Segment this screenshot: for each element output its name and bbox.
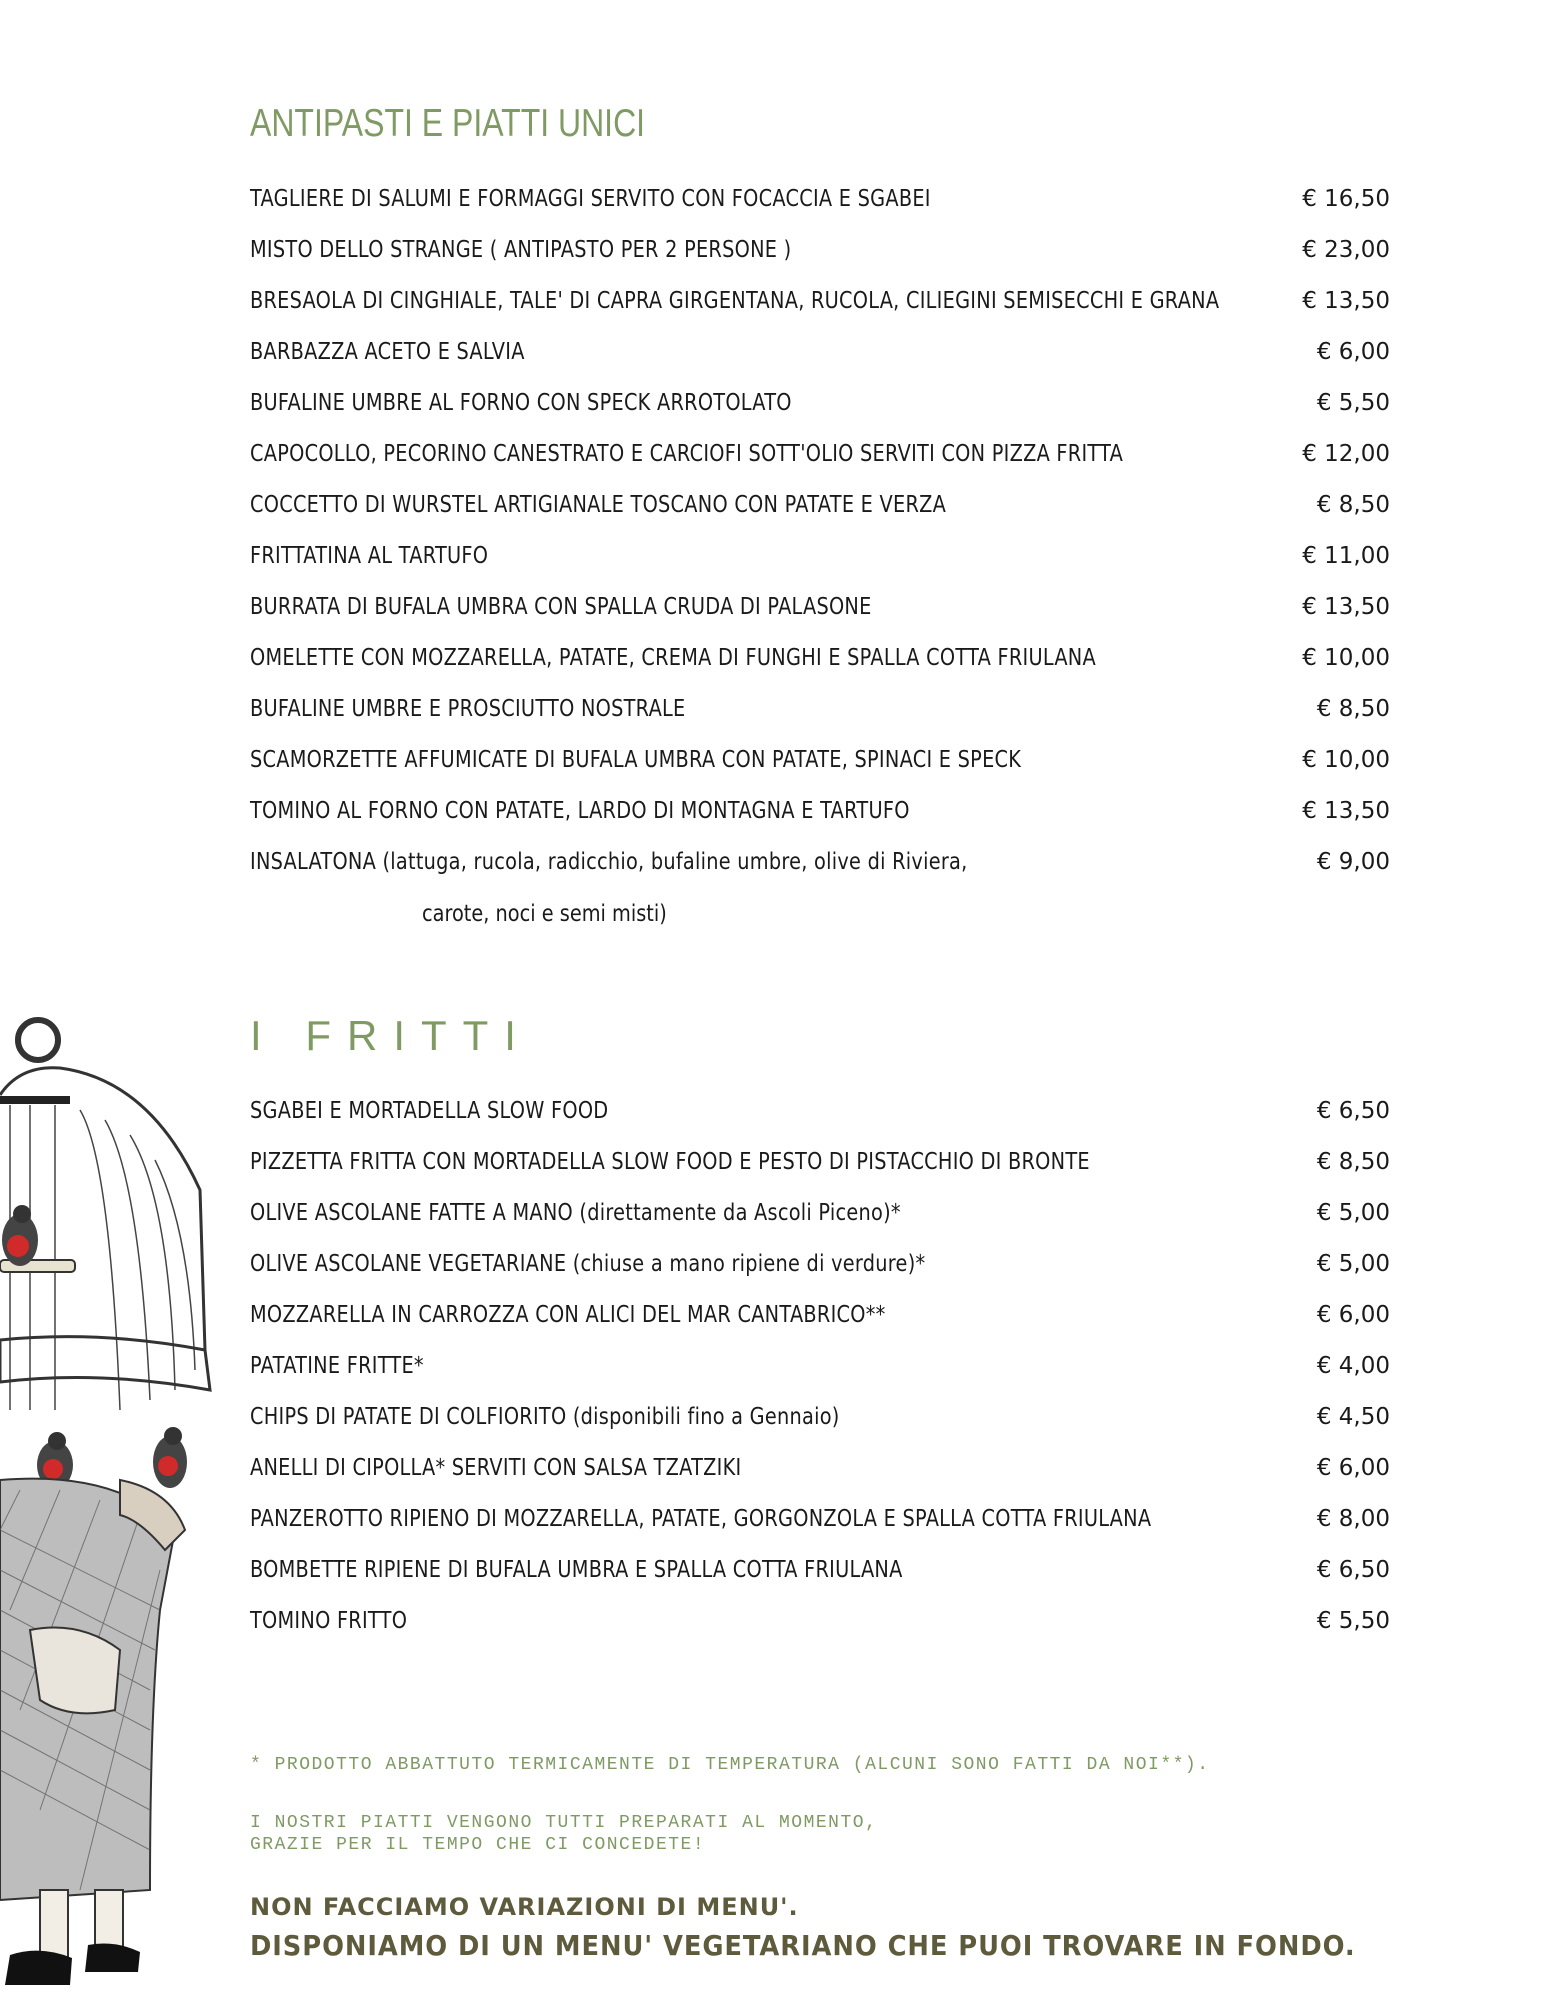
menu-item <box>250 1296 1390 1347</box>
menu-item-name-text: PIZZETTA FRITTA CON MORTADELLA SLOW FOOD E PESTO DI PISTACCHIO DI BRONTE <box>250 1149 1090 1175</box>
menu-item-name <box>250 288 1219 314</box>
cage-base <box>0 1337 210 1390</box>
menu-item-price: € 4,50 <box>1316 1404 1390 1430</box>
menu-item <box>250 1602 1390 1653</box>
menu-item-name-text: BOMBETTE RIPIENE DI BUFALA UMBRA E SPALLA COTTA FRIULANA <box>250 1557 903 1583</box>
menu-item-name-text: MOZZARELLA IN CARROZZA CON ALICI DEL MAR CANTABRICO** <box>250 1302 886 1328</box>
menu-item-name <box>250 1506 1151 1532</box>
menu-item-price: € 4,00 <box>1316 1353 1390 1379</box>
menu-item-name-text: BARBAZZA ACETO E SALVIA <box>250 339 525 365</box>
menu-item <box>250 1500 1390 1551</box>
menu-item-name <box>250 1404 840 1430</box>
menu-item-name-text: BRESAOLA DI CINGHIALE, TALE' DI CAPRA GIRGENTANA, RUCOLA, CILIEGINI SEMISECCHI E GRANA <box>250 288 1220 314</box>
cage-ring <box>18 1020 58 1060</box>
menu-item-name-text: BURRATA DI BUFALA UMBRA CON SPALLA CRUDA DI PALASONE <box>250 594 872 620</box>
footnote-preparati-line1: I NOSTRI PIATTI VENGONO TUTTI PREPARATI AL MOMENTO, <box>250 1813 878 1833</box>
menu-item <box>250 1449 1390 1500</box>
girl-with-birdcage-illustration <box>0 1010 235 2000</box>
menu-item-name <box>250 1149 1090 1175</box>
menu-item-name <box>250 237 791 263</box>
notice-vegetarian-menu: DISPONIAMO DI UN MENU' VEGETARIANO CHE PUOI TROVARE IN FONDO. <box>250 1929 1356 1962</box>
menu-item-price: € 8,00 <box>1316 1506 1390 1532</box>
notice-no-variations: NON FACCIAMO VARIAZIONI DI MENU'. <box>250 1893 799 1921</box>
menu-item-name <box>250 696 686 722</box>
menu-item-price: € 5,00 <box>1316 1200 1390 1226</box>
menu-item-name-text: PATATINE FRITTE* <box>250 1353 424 1379</box>
menu-item <box>250 792 1390 843</box>
menu-item <box>250 690 1390 741</box>
menu-item-name <box>250 543 488 569</box>
section-title-fritti: I FRITTI <box>250 1012 532 1059</box>
menu-item-name-text: OMELETTE CON MOZZARELLA, PATATE, CREMA DI FUNGHI E SPALLA COTTA FRIULANA <box>250 645 1096 671</box>
menu-item-price: € 8,50 <box>1316 696 1390 722</box>
menu-item-name <box>250 1608 407 1634</box>
menu-item-price: € 5,50 <box>1316 390 1390 416</box>
menu-item-name <box>250 1098 608 1124</box>
bird-icon <box>153 1427 187 1488</box>
menu-item-name <box>250 1353 424 1379</box>
menu-item-price: € 13,50 <box>1302 798 1390 824</box>
menu-item <box>250 384 1390 435</box>
footnote-preparati <box>250 1812 877 1856</box>
menu-item-name <box>250 747 1021 773</box>
menu-item-note: (disponibili fino a Gennaio) <box>566 1404 840 1430</box>
menu-item-name <box>250 798 910 824</box>
menu-item <box>250 333 1390 384</box>
menu-item-price: € 16,50 <box>1302 186 1390 212</box>
girl-apron <box>30 1628 120 1714</box>
menu-item-name-text: CHIPS DI PATATE DI COLFIORITO <box>250 1404 567 1430</box>
menu-item-name-text: TOMINO AL FORNO CON PATATE, LARDO DI MONTAGNA E TARTUFO <box>250 798 910 824</box>
menu-item-price: € 6,00 <box>1316 1455 1390 1481</box>
menu-item-name-text: COCCETTO DI WURSTEL ARTIGIANALE TOSCANO CON PATATE E VERZA <box>250 492 947 518</box>
menu-item-price: € 11,00 <box>1302 543 1390 569</box>
menu-item <box>250 1398 1390 1449</box>
menu-item <box>250 435 1390 486</box>
menu-item <box>250 231 1390 282</box>
menu-item-name <box>250 186 931 212</box>
menu-item-name <box>250 1302 886 1328</box>
menu-item-name <box>250 339 525 365</box>
bird-icon <box>2 1205 38 1266</box>
menu-item <box>250 1245 1390 1296</box>
menu-item <box>250 588 1390 639</box>
menu-item <box>250 1551 1390 1602</box>
menu-item <box>250 741 1390 792</box>
girl-shoe <box>85 1944 140 1972</box>
menu-item-name-text: PANZEROTTO RIPIENO DI MOZZARELLA, PATATE, GORGONZOLA E SPALLA COTTA FRIULANA <box>250 1506 1152 1532</box>
menu-item-name-text: OLIVE ASCOLANE VEGETARIANE <box>250 1251 567 1277</box>
menu-item-note: (chiuse a mano ripiene di verdure)* <box>566 1251 926 1277</box>
menu-item-name <box>250 441 1123 467</box>
menu-item <box>250 486 1390 537</box>
menu-item-price: € 8,50 <box>1316 1149 1390 1175</box>
menu-item-note: (direttamente da Ascoli Piceno)* <box>573 1200 901 1226</box>
menu-item-name <box>250 1455 741 1481</box>
menu-item <box>250 1092 1390 1143</box>
menu-item-name-text: BUFALINE UMBRE AL FORNO CON SPECK ARROTOLATO <box>250 390 792 416</box>
menu-item <box>250 537 1390 588</box>
menu-item-name <box>250 1557 903 1583</box>
footnote-preparati-line2: GRAZIE PER IL TEMPO CHE CI CONCEDETE! <box>250 1835 706 1855</box>
menu-item-price: € 12,00 <box>1302 441 1390 467</box>
menu-item <box>250 1347 1390 1398</box>
menu-item-name <box>250 645 1096 671</box>
menu-item <box>250 639 1390 690</box>
menu-item-price: € 9,00 <box>1316 849 1390 875</box>
menu-item-name-text: BUFALINE UMBRE E PROSCIUTTO NOSTRALE <box>250 696 686 722</box>
menu-item-name-text: SCAMORZETTE AFFUMICATE DI BUFALA UMBRA CON PATATE, SPINACI E SPECK <box>250 747 1022 773</box>
menu-item-price: € 13,50 <box>1302 288 1390 314</box>
menu-item-name-text: ANELLI DI CIPOLLA* SERVITI CON SALSA TZATZIKI <box>250 1455 742 1481</box>
fritti-list <box>250 1092 1390 1653</box>
menu-item-name-text: TOMINO FRITTO <box>250 1608 408 1634</box>
menu-item-note: (lattuga, rucola, radicchio, bufaline umbre, olive di Riviera, <box>376 849 968 875</box>
girl-shoe <box>5 1951 72 1985</box>
section-title-antipasti: ANTIPASTI E PIATTI UNICI <box>250 102 646 145</box>
menu-item-price: € 10,00 <box>1302 645 1390 671</box>
menu-item-name <box>250 390 792 416</box>
menu-item-price: € 23,00 <box>1302 237 1390 263</box>
menu-item-price: € 10,00 <box>1302 747 1390 773</box>
menu-item-price: € 6,50 <box>1316 1098 1390 1124</box>
menu-item-price: € 6,00 <box>1316 339 1390 365</box>
menu-item-price: € 13,50 <box>1302 594 1390 620</box>
menu-item-price: € 8,50 <box>1316 492 1390 518</box>
menu-item <box>250 1143 1390 1194</box>
menu-item <box>250 843 1390 935</box>
menu-item <box>250 180 1390 231</box>
menu-item-name-text: MISTO DELLO STRANGE ( ANTIPASTO PER 2 PERSONE ) <box>250 237 792 263</box>
menu-item-price: € 5,50 <box>1316 1608 1390 1634</box>
menu-item-name-text: OLIVE ASCOLANE FATTE A MANO <box>250 1200 574 1226</box>
menu-item-name-text: CAPOCOLLO, PECORINO CANESTRATO E CARCIOFI SOTT'OLIO SERVITI CON PIZZA FRITTA <box>250 441 1124 467</box>
menu-item-note-continuation: carote, noci e semi misti) <box>422 901 667 927</box>
menu-item-name-text: FRITTATINA AL TARTUFO <box>250 543 489 569</box>
menu-item <box>250 1194 1390 1245</box>
menu-item-price: € 5,00 <box>1316 1251 1390 1277</box>
menu-item-name <box>250 594 872 620</box>
menu-item-name-text: SGABEI E MORTADELLA SLOW FOOD <box>250 1098 609 1124</box>
menu-item-price: € 6,50 <box>1316 1557 1390 1583</box>
antipasti-list <box>250 180 1390 935</box>
menu-item-name <box>250 492 946 518</box>
menu-item-name <box>250 1251 925 1277</box>
menu-item-name <box>250 849 968 875</box>
menu-item-name-text: TAGLIERE DI SALUMI E FORMAGGI SERVITO CON FOCACCIA E SGABEI <box>250 186 931 212</box>
footnote-abbattuto: * PRODOTTO ABBATTUTO TERMICAMENTE DI TEMPERATURA (ALCUNI SONO FATTI DA NOI**). <box>250 1755 1210 1775</box>
menu-item <box>250 282 1390 333</box>
menu-item-name <box>250 1200 901 1226</box>
menu-item-name-text: INSALATONA <box>250 849 377 875</box>
menu-item-price: € 6,00 <box>1316 1302 1390 1328</box>
